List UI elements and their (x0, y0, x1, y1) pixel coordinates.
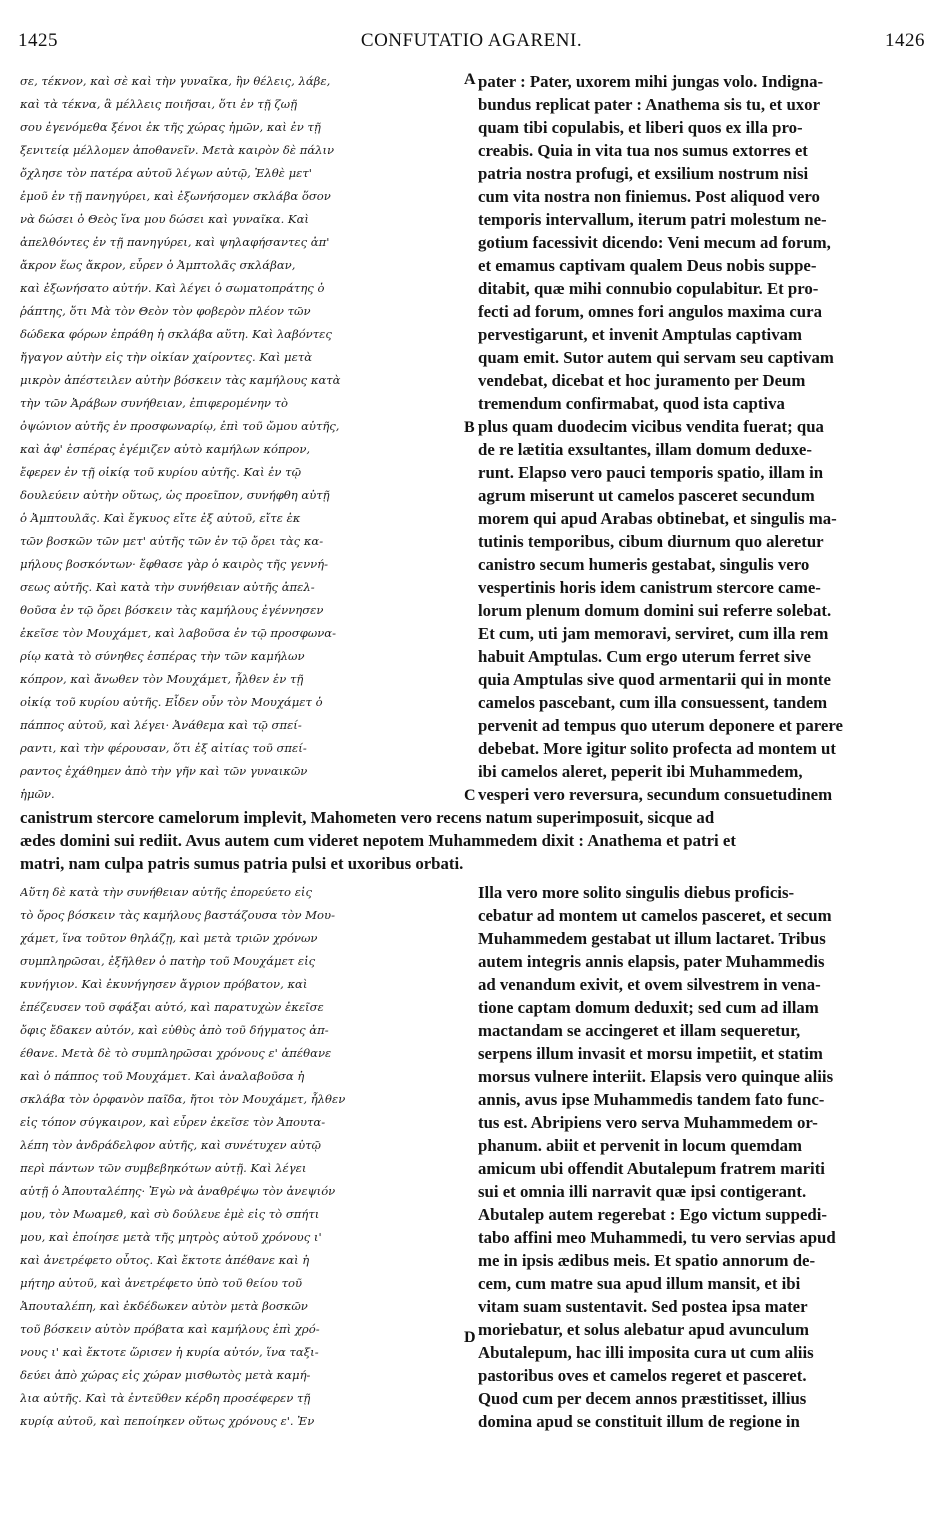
running-title: CONFUTATIO AGARENI. (360, 30, 583, 51)
text-line: cum vita nostra non finiemus. Post aliquod vero (478, 187, 820, 206)
text-line: canistro secum humeris gestabat, singulis vero (478, 555, 810, 574)
text-line: σκλάβα τὸν ὀρφανὸν παῖδα, ἤτοι τὸν Μουχάμετ, ἦλθεν (20, 1092, 346, 1106)
text-line: vespertinis horis idem canistrum stercore came- (478, 578, 821, 597)
text-line: gotium facessivit dicendo: Veni mecum ad forum, (478, 233, 831, 252)
text-line: μήλους βοσκόντων· ἔφθασε γὰρ ὁ καιρὸς τῆς γεννή- (20, 557, 329, 571)
text-line: ρίῳ κατὰ τὸ σύνηθες ἑσπέρας τὴν τῶν καμήλων (20, 649, 305, 663)
text-line: lorum plenum domum domini sui referre solebat. (478, 601, 832, 620)
text-line: σεως αὐτῆς. Καὶ κατὰ τὴν συνήθειαν αὐτῆς ἀπελ- (20, 580, 315, 594)
text-line: habuit Amptulas. Cum ergo uterum ferret sive (478, 647, 811, 666)
text-line: Abutalepum, hac illi imposita cura ut cum aliis (478, 1343, 814, 1362)
text-line: δώδεκα φόρων ἐπράθη ἡ σκλάβα αὕτη. Καὶ λαβόντες (20, 327, 332, 341)
text-line: νους ι' καὶ ἔκτοτε ὥρισεν ἡ κυρία αὐτόν, ἵνα ταξι- (20, 1345, 319, 1359)
text-line: ὁ Ἀμπτουλᾶς. Καὶ ἔγκυος εἴτε ἐξ αὐτοῦ, εἴτε ἐκ (20, 511, 301, 525)
text-line: ἤγαγον αὐτὴν εἰς τὴν οἰκίαν χαίροντες. Καὶ μετὰ (20, 350, 313, 364)
text-line: καὶ ἐξωνήσατο αὐτήν. Καὶ λέγει ὁ σωματοπράτης ὁ (20, 281, 325, 295)
text-line: ἄκρον ἕως ἄκρον, εὗρεν ὁ Ἀμπτολᾶς σκλάβαν, (20, 258, 296, 272)
text-line: fecti ad forum, omnes fori angulos maxima cura (478, 302, 822, 321)
text-line: τοῦ βόσκειν αὐτὸν πρόβατα καὶ καμήλους ἐπὶ χρό- (20, 1322, 320, 1336)
text-line: Et cum, uti jam memoravi, serviret, cum illa rem (478, 624, 829, 643)
text-line: ραντι, καὶ τὴν φέρουσαν, ὅτι ἐξ αἰτίας τοῦ σπεί- (20, 741, 307, 755)
text-line: Muhammedem gestabat ut illum lactaret. Tribus (478, 929, 826, 948)
text-line: tione captam domum deduxit; sed cum ad illam (478, 998, 819, 1017)
text-line: quam tibi copulabis, et liberi quos ex illa pro- (478, 118, 803, 137)
text-line: περὶ πάντων τῶν συμβεβηκότων αὐτῇ. Καὶ λέγει (20, 1161, 307, 1175)
text-line: ibi camelos aleret, peperit ibi Muhammedem, (478, 762, 803, 781)
text-line: sui et omnia illi narravit quæ ipsi contigerant. (478, 1182, 807, 1201)
text-line: morem qui apud Arabas obtinebat, et singulis ma- (478, 509, 837, 528)
text-line: μου, τὸν Μωαμεθ, καὶ σὺ δούλευε ἐμὲ εἰς τὸ σπήτι (20, 1207, 320, 1221)
text-line: tus est. Abripiens vero serva Muhammedem or- (478, 1113, 818, 1132)
text-line: ῥάπτης, ὅτι Μὰ τὸν Θεὸν τὸν φοβερὸν πλέον τῶν (20, 304, 311, 318)
text-line: plus quam duodecim vicibus vendita fuerat; qua (478, 417, 824, 436)
text-line: τὴν τῶν Ἀράβων συνήθειαν, ἐπιφερομένην τὸ (20, 396, 288, 410)
text-line: κυρίᾳ αὐτοῦ, καὶ πεποίηκεν οὕτως χρόνους ε'. Ἐν (20, 1414, 315, 1428)
text-line: ditabit, quæ mihi connubio copulabitur. Et pro- (478, 279, 819, 298)
greek-column-top (20, 70, 458, 806)
text-line: vitam suam sustentavit. Sed postea ipsa mater (478, 1297, 808, 1316)
text-line: καὶ τὰ τέκνα, ἃ μέλλεις ποιῆσαι, ὅτι ἐν τῇ ζωῇ (20, 97, 298, 111)
text-line: quam emit. Sutor autem qui servam seu captivam (478, 348, 834, 367)
text-line: vesperi vero reversura, secundum consuetudinem (478, 785, 833, 804)
latin-column-bottom (478, 881, 910, 1433)
text-line: τὸ ὄρος βόσκειν τὰς καμήλους βαστάζουσα τὸν Μου- (20, 908, 335, 922)
text-line: camelos pascebant, cum illa consuessent, tandem (478, 693, 828, 712)
text-line: et emamus captivam qualem Deus nobis suppe- (478, 256, 817, 275)
text-line: matri, nam culpa patris sumus patria pulsi et uxoribus orbati. (20, 854, 464, 873)
text-line: pervenit ad tempus quo uterum deponere et parere (478, 716, 843, 735)
text-line: πάππος αὐτοῦ, καὶ λέγει· Ἀνάθεμα καὶ τῷ σπεί- (20, 718, 302, 732)
text-line: μου, καὶ ἐποίησε μετὰ τῆς μητρὸς αὐτοῦ χρόνους ι' (20, 1230, 322, 1244)
text-line: Abutalep autem regerebat : Ego victum suppedi- (478, 1205, 827, 1224)
section-marker-d: D (464, 1329, 476, 1346)
text-line: canistrum stercore camelorum implevit, Mahometen vero recens natum superimposuit, sicque ad (20, 808, 715, 827)
text-line: me in ipsis ædibus meis. Et spatio annorum de- (478, 1251, 816, 1270)
text-line: ἐμοῦ ἐν τῇ πανηγύρει, καὶ ἐξωνήσομεν σκλάβα ὅσον (20, 189, 331, 203)
text-line: runt. Elapso vero pauci temporis spatio, illam in (478, 463, 824, 482)
text-line: ædes domini sui rediit. Avus autem cum videret nepotem Muhammedem dixit : Anathema et patri et (20, 831, 736, 850)
text-line: pastoribus oves et camelos regeret et pasceret. (478, 1366, 807, 1385)
text-line: Illa vero more solito singulis diebus proficis- (478, 883, 795, 902)
text-line: Quod cum per decem annos præstitisset, illius (478, 1389, 807, 1408)
text-line: pater : Pater, uxorem mihi jungas volo. Indigna- (478, 72, 824, 91)
text-line: δεύει ἀπὸ χώρας εἰς χώραν μισθωτὸς μετὰ καμή- (20, 1368, 311, 1382)
page-number-left: 1425 (18, 30, 58, 51)
text-line: έθανε. Μετὰ δὲ τὸ συμπληρῶσαι χρόνους ε' ἀπέθανε (20, 1046, 332, 1060)
text-line: κυνήγιον. Καὶ ἐκυνήγησεν ἄγριον πρόβατον, καὶ (20, 977, 308, 991)
text-line: tremendum confirmabat, quod ista captiva (478, 394, 785, 413)
latin-column-top (478, 70, 910, 806)
latin-full-width-block (20, 806, 910, 875)
text-line: cebatur ad montem ut camelos pasceret, et secum (478, 906, 832, 925)
text-line: de re lætitia exsultantes, illam domum deduxe- (478, 440, 812, 459)
text-line: moriebatur, et solus alebatur apud avunculum (478, 1320, 810, 1339)
section-marker-b: B (464, 419, 475, 436)
text-line: μήτηρ αὐτοῦ, καὶ ἀνετρέφετο ὑπὸ τοῦ θείου τοῦ (20, 1276, 303, 1290)
text-line: χάμετ, ἵνα τοῦτον θηλάζῃ, καὶ μετὰ τριῶν χρόνων (20, 931, 318, 945)
text-line: annis, avus ipse Muhammedis tandem fato func- (478, 1090, 825, 1109)
text-line: bundus replicat pater : Anathema sis tu, et uxor (478, 95, 821, 114)
text-line: Αὕτη δὲ κατὰ τὴν συνήθειαν αὐτῆς ἐπορεύετο εἰς (20, 885, 312, 899)
text-line: ὄχλησε τὸν πατέρα αὐτοῦ λέγων αὐτῷ, Ἐλθὲ μετ' (20, 166, 312, 180)
text-line: debebat. More igitur solito profecta ad montem ut (478, 739, 836, 758)
text-line: εἰς τόπον σύγκαιρον, καὶ εὗρεν ἐκεῖσε τὸν Ἀπουτα- (20, 1115, 326, 1129)
text-line: cem, cum matre sua apud illum mansit, et ibi (478, 1274, 801, 1293)
text-line: τῶν βοσκῶν τῶν μετ' αὐτῆς τῶν ἐν τῷ ὄρει τὰς κα- (20, 534, 324, 548)
greek-column-bottom (20, 881, 458, 1433)
text-line: ἐπέζευσεν τοῦ σφάξαι αὐτό, καὶ παρατυχὼν ἐκεῖσε (20, 1000, 324, 1014)
text-line: Ἀπουταλέπη, καὶ ἐκδέδωκεν αὐτὸν μετὰ βοσκῶν (20, 1299, 308, 1313)
text-line: σε, τέκνον, καὶ σὲ καὶ τὴν γυναῖκα, ἣν θέλεις, λάβε, (20, 74, 331, 88)
text-line: ἡμῶν. (20, 787, 55, 801)
text-line: agrum miserunt ut camelos pasceret secundum (478, 486, 815, 505)
text-line: σου ἐγενόμεθα ξένοι ἐκ τῆς χώρας ἡμῶν, καὶ ἐν τῇ (20, 120, 321, 134)
text-line: ἐκεῖσε τὸν Μουχάμετ, καὶ λαβοῦσα ἐν τῷ προσφωνα- (20, 626, 337, 640)
text-line: vendebat, dicebat et hoc juramento per Deum (478, 371, 806, 390)
text-line: θοῦσα ἐν τῷ ὄρει βόσκειν τὰς καμήλους ἐγέννησεν (20, 603, 324, 617)
section-marker-a: A (464, 71, 476, 88)
section-marker-c: C (464, 787, 476, 804)
text-line: λέπη τὸν ἀνδράδελφον αὐτῆς, καὶ συνέτυχεν αὐτῷ (20, 1138, 322, 1152)
text-line: ἀπελθόντες ἐν τῇ πανηγύρει, καὶ ψηλαφήσαντες ἀπ' (20, 235, 330, 249)
text-line: temporis intervallum, iterum patri molestum ne- (478, 210, 827, 229)
text-line: καὶ ὁ πάππος τοῦ Μουχάμετ. Καὶ ἀναλαβοῦσα ἡ (20, 1069, 305, 1083)
text-line: ὀψώνιον αὐτῆς ἐν προσφωναρίῳ, ἐπὶ τοῦ ὤμου αὐτῆς, (20, 419, 340, 433)
text-line: tabo affini meo Muhammedi, tu vero servias apud (478, 1228, 836, 1247)
page-header (18, 30, 925, 58)
text-line: μικρὸν ἀπέστειλεν αὐτὴν βόσκειν τὰς καμήλους κατὰ (20, 373, 341, 387)
text-line: patria nostra profugi, et exsilium nostrum nisi (478, 164, 809, 183)
text-line: δουλεύειν αὐτὴν οὕτως, ὡς προεῖπον, συνήφθη αὐτῇ (20, 488, 330, 502)
text-line: quia Amptulas sive quod armentarii qui in monte (478, 670, 831, 689)
text-line: ad venandum exivit, et ovem silvestrem in vena- (478, 975, 821, 994)
text-line: νὰ δώσει ὁ Θεὸς ἵνα μου δώσει καὶ γυναῖκα. Καὶ (20, 212, 309, 226)
text-line: morsus vulnere interiit. Elapsis vero quinque aliis (478, 1067, 834, 1086)
text-line: αὐτῇ ὁ Ἀπουταλέπης· Ἐγὼ νὰ ἀναθρέψω τὸν ἀνεψιόν (20, 1184, 336, 1198)
text-line: ὄφις ἔδακεν αὐτόν, καὶ εὐθὺς ἀπὸ τοῦ δήγματος ἀπ- (20, 1023, 329, 1037)
page-number-right: 1426 (885, 30, 925, 51)
text-line: ραντος ἐχάθημεν ἀπὸ τὴν γῆν καὶ τῶν γυναικῶν (20, 764, 308, 778)
text-line: κόπρον, καὶ ἄνωθεν τὸν Μουχάμετ, ἦλθεν ἐν τῇ (20, 672, 304, 686)
text-line: pervestigarunt, et invenit Amptulas captivam (478, 325, 802, 344)
text-line: συμπληρῶσαι, ἐξῆλθεν ὁ πατὴρ τοῦ Μουχάμετ εἰς (20, 954, 316, 968)
text-line: creabis. Quia in vita tua nos sumus extorres et (478, 141, 808, 160)
text-line: autem integris annis elapsis, pater Muhammedis (478, 952, 825, 971)
text-line: phanum. abiit et pervenit in locum quemdam (478, 1136, 802, 1155)
text-line: mactandam se accingeret et illam sequeretur, (478, 1021, 801, 1040)
text-line: tutinis temporibus, cibum diurnum quo aleretur (478, 532, 824, 551)
text-line: λια αὐτῆς. Καὶ τὰ ἐντεῦθεν κέρδη προσέφερεν τῇ (20, 1391, 311, 1405)
text-line: καὶ ἀνετρέφετο οὗτος. Καὶ ἔκτοτε ἀπέθανε καὶ ἡ (20, 1253, 310, 1267)
text-line: ἔφερεν ἐν τῇ οἰκίᾳ τοῦ κυρίου αὐτῆς. Καὶ ἐν τῷ (20, 465, 302, 479)
text-line: ξενιτείᾳ μέλλομεν ἀποθανεῖν. Μετὰ καιρὸν δὲ πάλιν (20, 143, 335, 157)
text-line: καὶ ἀφ' ἑσπέρας ἐγέμιζεν αὐτὸ καμήλων κόπρον, (20, 442, 311, 456)
text-line: domina apud se constituit illum de regione in (478, 1412, 800, 1431)
text-line: serpens illum invasit et morsu impetiit, et statim (478, 1044, 823, 1063)
text-line: amicum ubi offendit Abutalepum fratrem mariti (478, 1159, 825, 1178)
text-line: οἰκίᾳ τοῦ κυρίου αὐτῆς. Εἶδεν οὖν τὸν Μουχάμετ ὁ (20, 695, 323, 709)
